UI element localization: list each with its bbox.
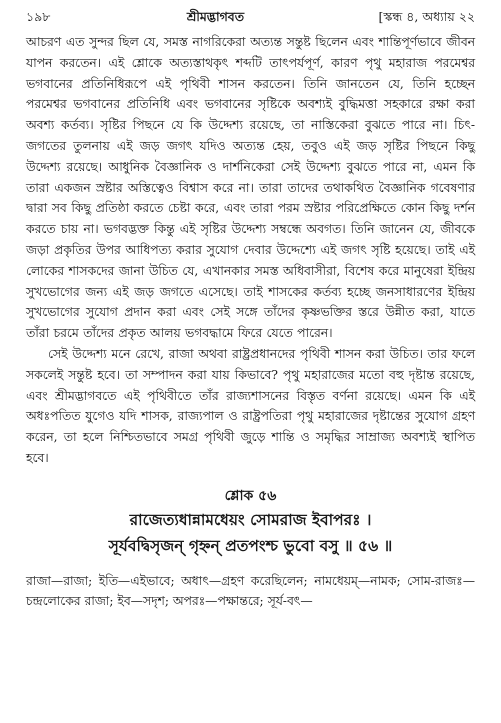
verse-line: সূর্যবদ্বিসৃজন্ গৃহ্নন্ প্রতপংশ্চ ভুবো বসু ॥ ৫৬ ॥ bbox=[108, 535, 393, 555]
purport-paragraph: আচরণ এত সুন্দর ছিল যে, সমস্ত নাগরিকেরা অত্যন্ত সন্তুষ্ট ছিলেন এবং শান্তিপূর্ণভাবে জীবন যাপন করতেন। এই শ্লোকে অত্যস্তাথকৃৎ শব্দটি তাৎপর্যপূর্ণ, কারণ পৃথু মহারাজ পরমেশ্বর ভগবানের প্রতিনিধিরূপে এই পৃথিবী শাসন করতেন। তিনি জানতেন যে, তিনি হচ্ছেন পরমেশ্বর ভগবানের প্রতিনিধি এবং ভগবানের সৃষ্টিকে অবশ্যই বুদ্ধিমত্তা সহকারে রক্ষা করা অবশ্য কর্তব্য। সৃষ্টির পিছনে যে কি উদ্দেশ্য রয়েছে, তা নাস্তিকেরা বুঝতে পারে না। চিৎ-জগতের তুলনায় এই জড় জগৎ যদিও অত্যন্ত হেয়, তবুও এই জড় সৃষ্টির পিছনে কিছু উদ্দেশ্য রয়েছে। আধুনিক বৈজ্ঞানিক ও দার্শনিকেরা সেই উদ্দেশ্য বুঝতে পারে না, এমন কি তারা একজন স্রষ্টার অস্তিত্বেও বিশ্বাস করে না। তারা তাদের তথাকথিত বৈজ্ঞানিক গবেষণার দ্বারা সব কিছু প্রতিষ্ঠা করতে চেষ্টা করে, এবং তারা পরম স্রষ্টার পরিপ্রেক্ষিতে কোন কিছু দর্শন করতে চায় না। ভগবদ্ভক্ত কিন্তু এই সৃষ্টির উদ্দেশ্য সম্বন্ধে অবগত। তিনি জানেন যে, জীবকে জড়া প্রকৃতির উপর আধিপত্য করার সুযোগ দেবার উদ্দেশ্যে এই জগৎ সৃষ্টি হয়েছে। তাই এই লোকের শাসকদের জানা উচিত যে, এখানকার সমস্ত অধিবাসীরা, বিশেষ করে মানুষেরা ইন্দ্রিয় সুখভোগের জন্য এই জড় জগতে এসেছে। তাই শাসকের কর্তব্য হচ্ছে জনসাধারণের ইন্দ্রিয় সুখভোগের সুযোগ প্রদান করা এবং সেই সঙ্গে তাঁদের কৃষ্ণভক্তির স্তরে উন্নীত করা, যাতে তাঁরা চরমে তাঁদের প্রকৃত আলয় ভগবদ্ধামে ফিরে যেতে পারেন। bbox=[26, 35, 475, 341]
purport-paragraph: সেই উদ্দেশ্য মনে রেখে, রাজা অথবা রাষ্ট্রপ্রধানদের পৃথিবী শাসন করা উচিত। তার ফলে সকলেই সন্তুষ্ট হবে। তা সম্পাদন করা যায় কিভাবে? পৃথু মহারাজের মতো বহু দৃষ্টান্ত রয়েছে, এবং শ্রীমদ্ভাগবতে এই পৃথিবীতে তাঁর রাজ্যশাসনের বিস্তৃত বর্ণনা রয়েছে। এমন কি এই অধঃপতিত যুগেও যদি শাসক, রাজ্যপাল ও রাষ্ট্রপতিরা পৃথু মহারাজের দৃষ্টান্তের সুযোগ গ্রহণ করেন, তা হলে নিশ্চিতভাবে সমগ্র পৃথিবী জুড়ে শান্তি ও সমৃদ্ধির সাম্রাজ্য অবশ্যই স্থাপিত হবে। bbox=[26, 346, 475, 465]
purport-body bbox=[26, 32, 475, 469]
page-header bbox=[26, 6, 475, 28]
verse-heading: শ্লোক ৫৬ bbox=[224, 487, 277, 504]
word-synonyms: রাজা—রাজা; ইতি—এইভাবে; অধাৎ—গ্রহণ করেছিলেন; নামধেয়ম্—নামক; সোম-রাজঃ—চন্দ্রলোকের রাজা; ইব—সদৃশ; অপরঃ—পক্ষান্তরে; সূর্য-বৎ— bbox=[26, 573, 475, 608]
page-number: ১৯৮ bbox=[26, 9, 51, 24]
verse-line: রাজেত্যধান্নামধেয়ং সোমরাজ ইবাপরঃ । bbox=[129, 509, 372, 529]
canto-chapter-label: [স্কন্ধ ৪, অধ্যায় ২২ bbox=[378, 9, 475, 24]
book-title: শ্রীমদ্ভাগবত bbox=[186, 9, 245, 24]
